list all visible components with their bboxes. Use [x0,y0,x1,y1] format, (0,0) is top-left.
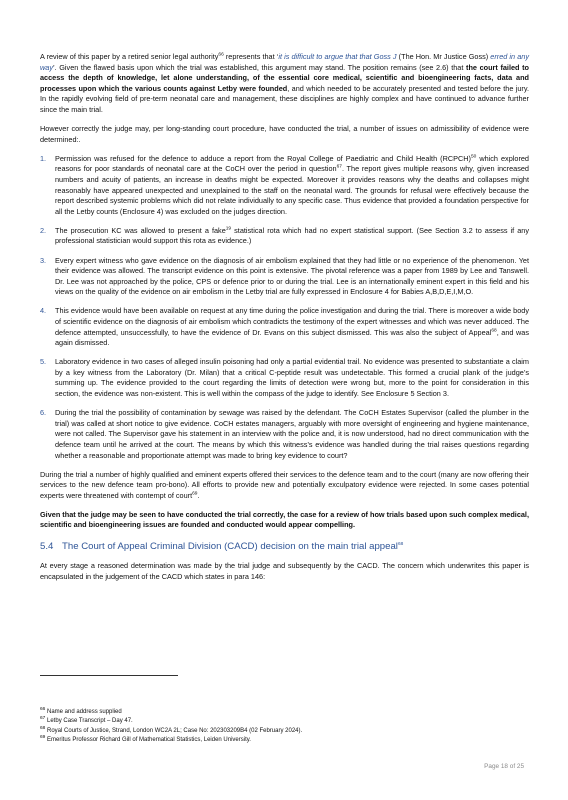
issue-text: The prosecution KC was allowed to present a fake [55,225,226,235]
footnote-ref: 50 [470,154,477,160]
page-label: Page [484,763,500,770]
issues-list [40,154,529,461]
issue-number: 2. [40,225,47,235]
page-current: 18 [500,763,508,770]
intro-bold-statement: the court failed to access the depth of knowledge, let alone understanding, of the essential core medical, scientific and bioengineering facts, data and processes upon which the various counts against Letby were founded [40,62,530,93]
experts-text: During the trial a number of highly qualified and eminent experts offered their services to the defence team and to the court (many are now offering their services to the new defence team pro-bono). All efforts to provide new and potentially exculpatory evidence were rejected. In some cases potential experts were threatened with contempt of court [40,469,529,500]
experts-paragraph [40,470,529,502]
issue-text: statistical rota which had no expert statistical support. (See Section 3.2 to assess if any professional statistician would support this rota as evidence.) [55,225,529,246]
issue-text: Laboratory evidence in two cases of alleged insulin poisoning had only a partial evidential trail. No evidence was presented to substantiate a claim by a key witness from the Laboratory (Dr. Milan) that a critical C-peptide result was undetectable. This formed a crucial plank of the judge’s summing up. The evidence provided to the court regarding the limits of detection were wrong but, more to the point for consideration in this section, the evidence was non-existent. This is well within the compass of the judge to identify. See Enclosure 5 Section 3. [55,357,529,399]
procedure-paragraph: However correctly the judge may, per long-standing court procedure, have conducted the trial, a number of issues on admissibility of evidence were determined:. [40,124,529,144]
issue-text: . The report gives multiple reasons why, given increased numbers and acuity of patients, an increase in deaths might be expected. Moreover it provides reasons why the deaths and collapses might reasonably have appeared unexpected and unexplained to the staff on the neonatal ward. The grounds for refusal were effectively because the report described systemic problems which did not relate individually to any specific case. Thus evidence that provided a foundation perspective for all the Letby counts (Enclosure 4) was excluded on the judges direction. [55,164,529,216]
issue-item [40,408,529,461]
section-heading [40,541,529,553]
section-number: 5.4 [40,541,54,553]
footnote-number: 66 [40,707,46,712]
issue-number: 4. [40,306,47,316]
issue-item [40,306,529,348]
page-total: 25 [516,763,524,770]
quote-erred: erred in any way [40,52,529,72]
intro-text-e: , and which needed to be accurately presented and tested before the jury. In the rapidly evolving field of pre-term neonatal care and management, these disciplines are highly complex and have continued to advance further since the main trial. [40,83,529,114]
issue-item [40,256,529,298]
footnote-text: Letby Case Transcript – Day 47. [45,718,133,725]
footnote-number: 68 [40,725,46,731]
issue-text: , and was again dismissed. [55,327,530,348]
footnote-ref: 68 [491,328,497,334]
issue-text: This evidence would have been available on request at any time during the police investigation and during the trial. There is moreover a wide body of scientific evidence on the diagnosis of air embolism which contradicts the testimony of the expert witnesses and which was never adduced. The defence attempted, unsuccessfully, to have the evidence of Dr. Evans on this subject dismissed. This was also the subject of Appeal [55,306,529,337]
issue-item [40,226,529,247]
page-of: of [509,763,516,770]
conclusion-paragraph [40,510,529,531]
experts-text-end: . [197,490,200,500]
issue-text: Every expert witness who gave evidence on the diagnosis of air embolism explained that they had little or no experience of the phenomenon. Yet their evidence was allowed. The transcript evidence on this point is extensive. The pivotal reference was a paper from 1989 by Lee and Tanswell. Dr. Lee was not approached by the police, CPS or defence prior to or during the trial. Lee is an internationally eminent expert in this field and his views on the quality of the evidence on air embolism in the Letby trial are fully expressed in Enclosure 4 for Babies A,B,D,E,I,M,O. [55,255,529,297]
section-body: At every stage a reasoned determination was made by the trial judge and subsequently by the CACD. The concern which underwrites this paper is encapsulated in the judgement of the CACD which states in para 146: [40,561,529,581]
intro-text-d: ’. Given the flawed basis upon which the trial was established, this argument may stand. The position remains (see 2.6) that [52,62,467,72]
issue-item [40,357,529,399]
footnote-ref: 69 [192,491,198,497]
footnote-text: Royal Courts of Justice, Strand, London WC2A 2L; Case No: 202303209B4 (02 February 2024). [45,727,303,734]
issue-item [40,154,529,218]
issue-number: 3. [40,255,47,265]
footnote-divider [40,675,178,676]
footnote-ref: 66 [218,52,224,58]
page-number [484,763,524,770]
footnote [40,736,529,745]
footnotes [40,708,529,746]
footnote [40,727,529,736]
footnote-text: Name and address supplied [45,709,122,715]
footnote-ref: 67 [336,164,342,170]
issue-number: 6. [40,408,47,418]
footnote-ref: 68 [397,541,404,547]
issue-number: 1. [40,153,47,163]
intro-text-b: represents that ‘ [223,52,279,61]
quote-goss: it is difficult to argue that that Goss J [278,52,397,61]
issue-text: which explored reasons for poor standards of neonatal care at the CoCH over the period in question [55,153,529,174]
footnote-text: Emeritus Professor Richard Gill of Mathematical Statistics, Leiden University. [45,737,251,744]
footnote [40,717,529,726]
footnote-number: 67 [40,716,46,722]
intro-paragraph [40,52,529,116]
section-title: The Court of Appeal Criminal Division (CACD) decision on the main trial appeal [62,541,398,553]
intro-text-a: A review of this paper by a retired senior legal authority [40,52,219,61]
footnote [40,708,529,717]
issue-number: 5. [40,357,47,367]
page-body [40,52,529,582]
issue-text: During the trial the possibility of contamination by sewage was raised by the defendant. The CoCH Estates Supervisor (called the plumber in the trial) was called at short notice to give evidence. CoCH estates managers, arguably with more oversight of engineering and hygiene maintenance, were not called. The Supervisor gave his statement in an interview with the police and, it is now understood, had no direct communication with the defence team until he arrived at the court. The means by which this witness’s evidence was handled during the trial raises questions regarding whether a reasonable and proportionate attempt was made to bring key evidence to court? [55,408,529,460]
issue-text: Permission was refused for the defence to adduce a report from the Royal College of Paediatric and Child Health (RCPCH) [55,153,471,163]
intro-text-c: (The Hon. Mr Justice Goss) [396,52,491,61]
conclusion-bold: Given that the judge may be seen to have conducted the trial correctly, the case for a review of how trials based upon such complex medical, scientific and bioengineering issues are founded and conducted would appear compelling. [40,509,529,530]
footnote-number: 69 [40,735,46,741]
footnote-ref: 19 [225,226,232,232]
